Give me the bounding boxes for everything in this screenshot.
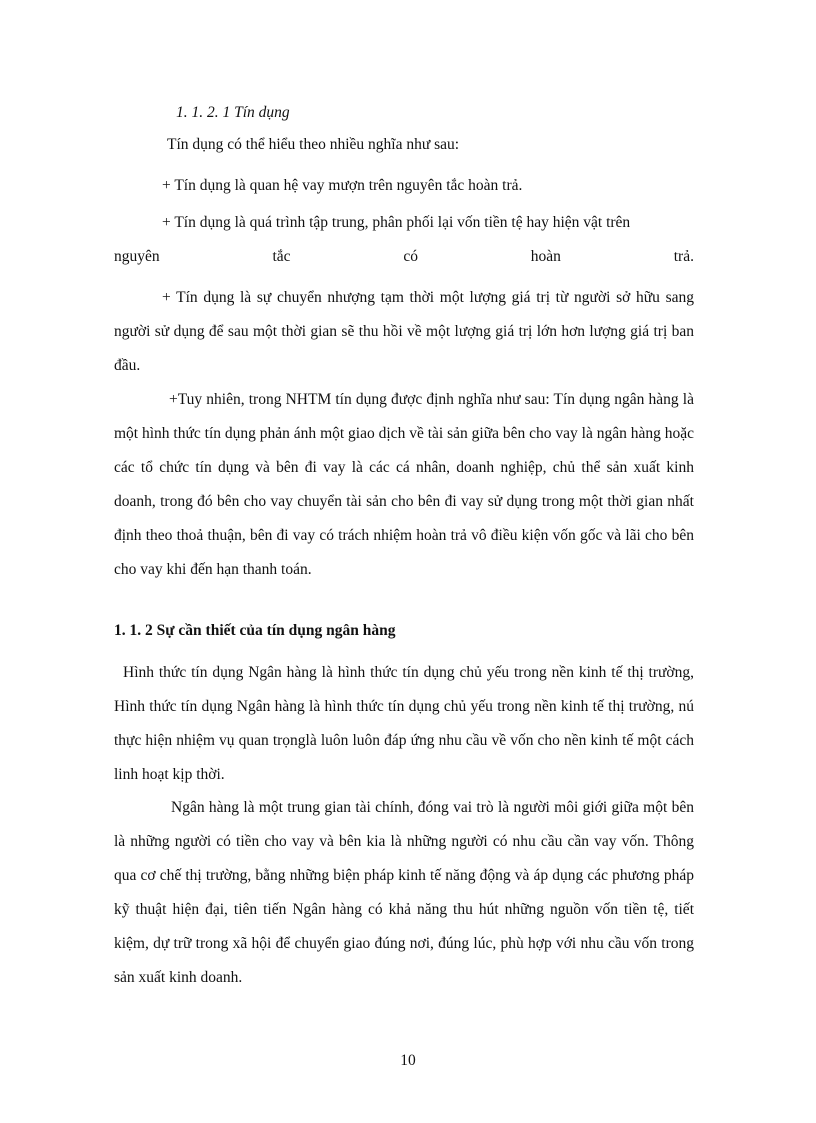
section-heading: 1. 1. 2 Sự cần thiết của tín dụng ngân hàng: [114, 622, 396, 639]
paragraph: Hình thức tín dụng Ngân hàng là hình thức tín dụng chủ yếu trong nền kinh tế thị trường, Hình thức tín dụng Ngân hàng là hình thức tín dụng chủ yếu trong nền kinh tế thị trường, nú thực hiện nhiệm vụ quan trọnglà luôn luôn đáp ứng nhu cầu về vốn cho nền kinh tế một cách linh hoạt kịp thời.: [114, 664, 694, 783]
bullet-line: + Tín dụng là quá trình tập trung, phân phối lại vốn tiền tệ hay hiện vật trên: [162, 214, 631, 231]
bullet-line-spread: [114, 240, 694, 274]
intro-text: Tín dụng có thể hiểu theo nhiều nghĩa như sau:: [167, 136, 460, 153]
word: trả.: [673, 248, 694, 265]
page-number: 10: [400, 1052, 416, 1069]
word: có: [403, 248, 418, 265]
word: hoàn: [530, 248, 561, 265]
word: nguyên: [114, 248, 160, 265]
bullet-item: + Tín dụng là sự chuyển nhượng tạm thời một lượng giá trị từ người sở hữu sang người sử dụng để sau một thời gian sẽ thu hồi về một lượng giá trị lớn hơn lượng giá trị ban đầu.: [114, 289, 694, 374]
paragraph: Ngân hàng là một trung gian tài chính, đóng vai trò là người môi giới giữa một bên là những người có tiền cho vay và bên kia là những người có nhu cầu cần vay vốn. Thông qua cơ chế thị trường, bằng những biện pháp kinh tế năng động và áp dụng các phương pháp kỹ thuật hiện đại, tiên tiến Ngân hàng có khả năng thu hút những nguồn vốn tiền tệ, tiết kiệm, dự trữ trong xã hội để chuyển giao đúng nơi, đúng lúc, phù hợp với nhu cầu vốn trong sản xuất kinh doanh.: [114, 799, 694, 986]
bullet-item: [114, 206, 694, 274]
word: tắc: [272, 248, 291, 265]
subsection-heading: 1. 1. 2. 1 Tín dụng: [176, 104, 290, 121]
bullet-item: +Tuy nhiên, trong NHTM tín dụng được định nghĩa như sau: Tín dụng ngân hàng là một hình thức tín dụng phản ánh một giao dịch về tài sản giữa bên cho vay là ngân hàng hoặc các tổ chức tín dụng và bên đi vay là các cá nhân, doanh nghiệp, chủ thể sản xuất kinh doanh, trong đó bên cho vay chuyển tài sản cho bên đi vay sử dụng trong một thời gian nhất định theo thoả thuận, bên đi vay có trách nhiệm hoàn trả vô điều kiện vốn gốc và lãi cho bên cho vay khi đến hạn thanh toán.: [114, 391, 694, 578]
bullet-item: + Tín dụng là quan hệ vay mượn trên nguyên tắc hoàn trả.: [162, 177, 523, 194]
